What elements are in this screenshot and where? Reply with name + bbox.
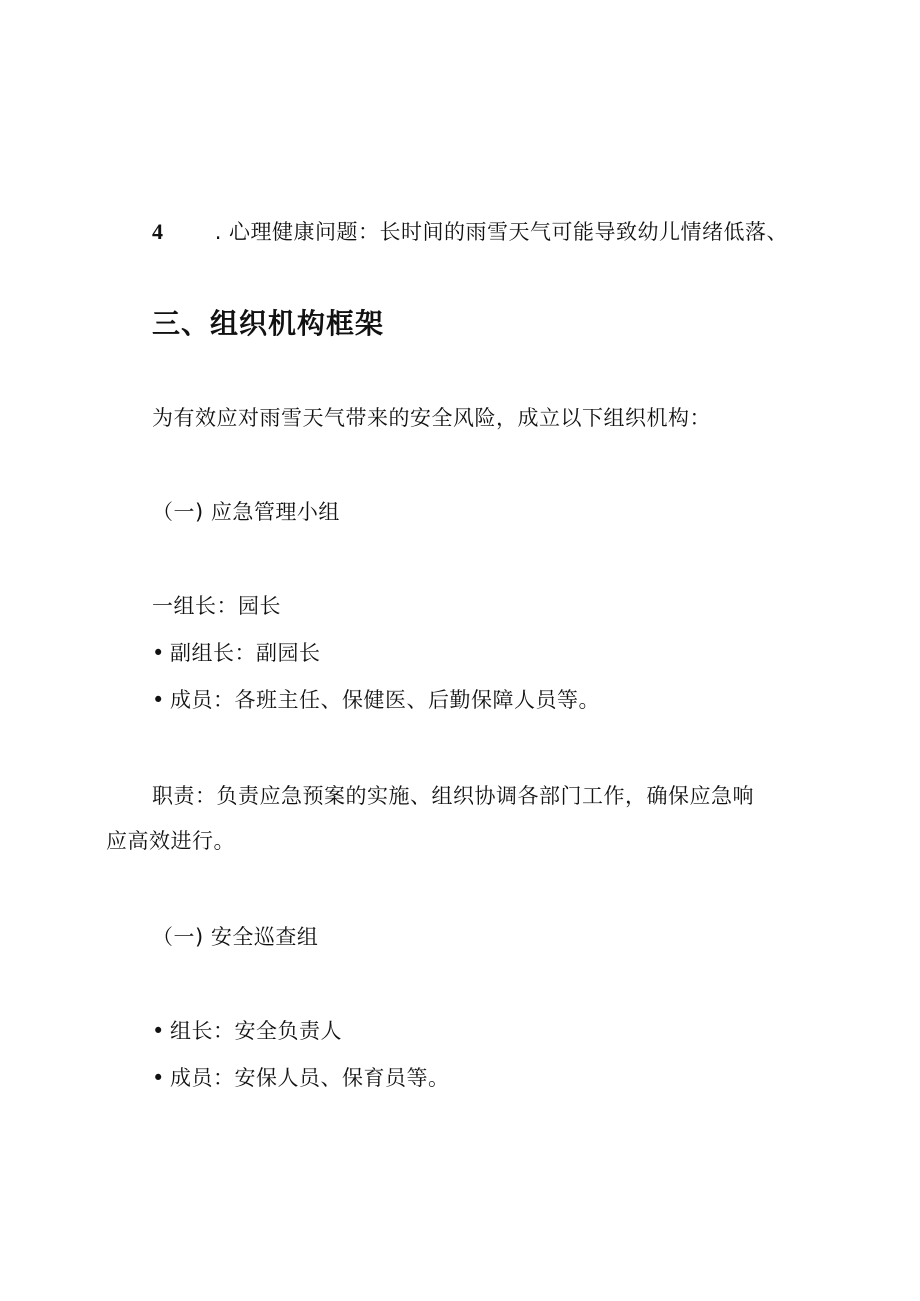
- group-leader: 组长：安全负责人: [170, 1019, 342, 1043]
- bullet-icon: •: [152, 688, 165, 712]
- bullet-icon: •: [152, 1019, 165, 1043]
- group-leader: 一组长：园长: [152, 594, 281, 618]
- list-text: . 心理健康问题：长时间的雨雪天气可能导致幼儿情绪低落、: [214, 220, 789, 244]
- subsection-title: （一) 安全巡查组: [152, 925, 319, 949]
- section-heading: 三、组织机构框架: [152, 307, 385, 340]
- list-item: [152, 1016, 342, 1046]
- list-item: [152, 685, 600, 715]
- bullet-icon: •: [152, 641, 165, 665]
- list-item: [152, 1063, 450, 1093]
- list-item: [152, 638, 321, 668]
- bullet-icon: •: [152, 1066, 165, 1090]
- list-number: 4: [152, 219, 164, 244]
- subsection-title: （一) 应急管理小组: [152, 500, 340, 524]
- duty-text-line1: 职责：负责应急预案的实施、组织协调各部门工作，确保应急响: [152, 784, 754, 808]
- group-members: 成员：安保人员、保育员等。: [170, 1066, 450, 1090]
- section-intro: 为有效应对雨雪天气带来的安全风险，成立以下组织机构：: [152, 406, 711, 430]
- group-members: 成员：各班主任、保健医、后勤保障人员等。: [170, 688, 600, 712]
- list-item-4: [152, 217, 788, 247]
- group-deputy: 副组长：副园长: [170, 641, 321, 665]
- duty-text-line2: 应高效进行。: [106, 829, 235, 853]
